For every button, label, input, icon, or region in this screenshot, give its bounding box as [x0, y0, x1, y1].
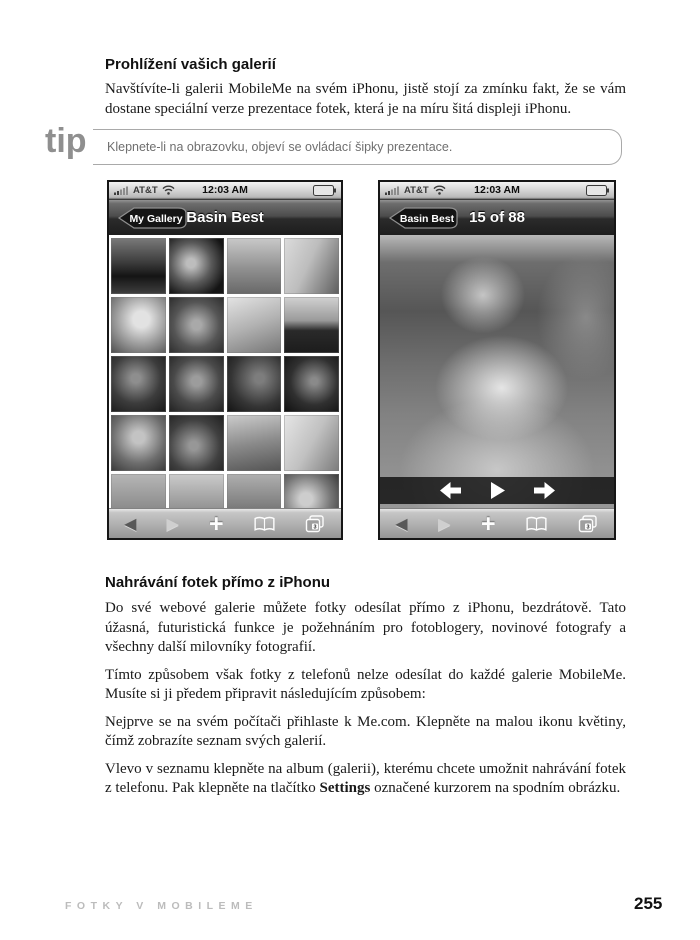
photo-thumbnail[interactable]: [111, 356, 166, 412]
status-time: 12:03 AM: [202, 184, 248, 196]
photo-thumbnail[interactable]: [227, 297, 282, 353]
photo-thumbnail[interactable]: [169, 356, 224, 412]
photo-thumbnail[interactable]: [284, 238, 339, 294]
section2-paragraph-2: Tímto způsobem však fotky z telefonů nelze odesílat do každé galerie MobileMe. Musíte si ji předem připravit následujícím způsobem:: [105, 666, 626, 702]
photo-thumbnail[interactable]: [111, 474, 166, 508]
photo-thumbnail[interactable]: [111, 297, 166, 353]
bookmarks-icon[interactable]: [254, 516, 275, 532]
section1-paragraph: Navštívíte-li galerii MobileMe na svém iPhonu, jistě stojí za zmínku fakt, že se vám dostane speciální verze prezentace fotek, která je na míru šitá displeji iPhonu.: [105, 81, 626, 117]
page-number: 255: [634, 894, 663, 913]
section-heading-viewing-galleries: Prohlížení vašich galerií: [105, 56, 276, 73]
back-button-label: My Gallery: [129, 213, 183, 225]
slideshow-controls-bar: [380, 477, 614, 504]
carrier-label: AT&T: [404, 184, 429, 196]
navigation-bar: [109, 199, 341, 235]
battery-icon: [586, 185, 609, 196]
section2-paragraph-3: Nejprve se na svém počítači přihlaste k Me.com. Klepněte na malou ikonu květiny, čímž zobrazíte seznam svých galerií.: [105, 713, 626, 749]
para4-settings-bold: Settings: [319, 780, 371, 796]
browser-forward-icon[interactable]: ▶: [438, 513, 451, 533]
photo-thumbnail[interactable]: [169, 297, 224, 353]
gallery-title: Basin Best: [186, 209, 264, 226]
photo-thumbnail[interactable]: [284, 474, 339, 508]
photo-thumbnail[interactable]: [111, 238, 166, 294]
photo-grid: [109, 235, 341, 508]
section-uploading-photos: [105, 574, 626, 807]
para4-text-post: označené kurzorem na spodním obrázku.: [370, 780, 621, 796]
status-bar: [380, 182, 614, 199]
photo-thumbnail[interactable]: [284, 297, 339, 353]
photo-thumbnail[interactable]: [227, 238, 282, 294]
para4-text-pre: Vlevo v seznamu klepněte na album (galerii), kterému chcete umožnit nahrávání fotek z telefonu. Pak klepněte na tlačítko: [105, 760, 626, 796]
section-heading-uploading: Nahrávání fotek přímo z iPhonu: [105, 574, 331, 591]
photo-counter-title: 15 of 88: [469, 209, 525, 226]
photo-thumbnail[interactable]: [169, 474, 224, 508]
section2-paragraph-1: Do své webové galerie můžete fotky odesílat přímo z iPhonu, bezdrátově. Tato úžasná, futuristická funkce je požehnáním pro fotoblogery, novinové fotografy a všechny další milovníky fotografií.: [105, 600, 626, 655]
play-slideshow-icon[interactable]: [489, 481, 506, 500]
status-bar: [109, 182, 341, 199]
tip-label: tip: [45, 122, 87, 160]
photo-two-kids-in-park[interactable]: [380, 235, 614, 508]
safari-toolbar: [380, 508, 614, 538]
add-bookmark-icon[interactable]: +: [480, 509, 496, 538]
status-time: 12:03 AM: [474, 184, 520, 196]
bookmarks-icon[interactable]: [526, 516, 547, 532]
photo-thumbnail[interactable]: [227, 474, 282, 508]
iphone-screenshot-photo-view: [378, 180, 616, 540]
pages-icon[interactable]: [305, 515, 326, 533]
running-head: FOTKY V MOBILEME: [65, 900, 258, 912]
navigation-bar: [380, 199, 614, 235]
battery-icon: [313, 185, 336, 196]
back-button-label: Basin Best: [399, 213, 455, 225]
browser-back-icon[interactable]: ◀: [395, 513, 408, 533]
section2-paragraph-4: [105, 760, 626, 799]
carrier-label: AT&T: [133, 184, 158, 196]
photo-thumbnail[interactable]: [227, 415, 282, 471]
photo-thumbnail[interactable]: [227, 356, 282, 412]
photo-thumbnail[interactable]: [284, 356, 339, 412]
next-photo-icon[interactable]: [532, 481, 557, 500]
browser-back-icon[interactable]: ◀: [124, 513, 137, 533]
iphone-screenshot-gallery-grid: [107, 180, 343, 540]
browser-forward-icon[interactable]: ▶: [166, 513, 179, 533]
safari-toolbar: [109, 508, 341, 538]
pages-count-badge: 3: [586, 524, 590, 531]
pages-icon[interactable]: [578, 515, 599, 533]
add-bookmark-icon[interactable]: +: [208, 509, 224, 538]
tip-callout-box: [93, 129, 622, 165]
previous-photo-icon[interactable]: [438, 481, 463, 500]
photo-thumbnail[interactable]: [169, 415, 224, 471]
photo-thumbnail[interactable]: [111, 415, 166, 471]
pages-count-badge: 3: [313, 524, 317, 531]
tip-text: Klepnete-li na obrazovku, objeví se ovládací šipky prezentace.: [107, 140, 453, 154]
photo-thumbnail[interactable]: [284, 415, 339, 471]
photo-thumbnail[interactable]: [169, 238, 224, 294]
